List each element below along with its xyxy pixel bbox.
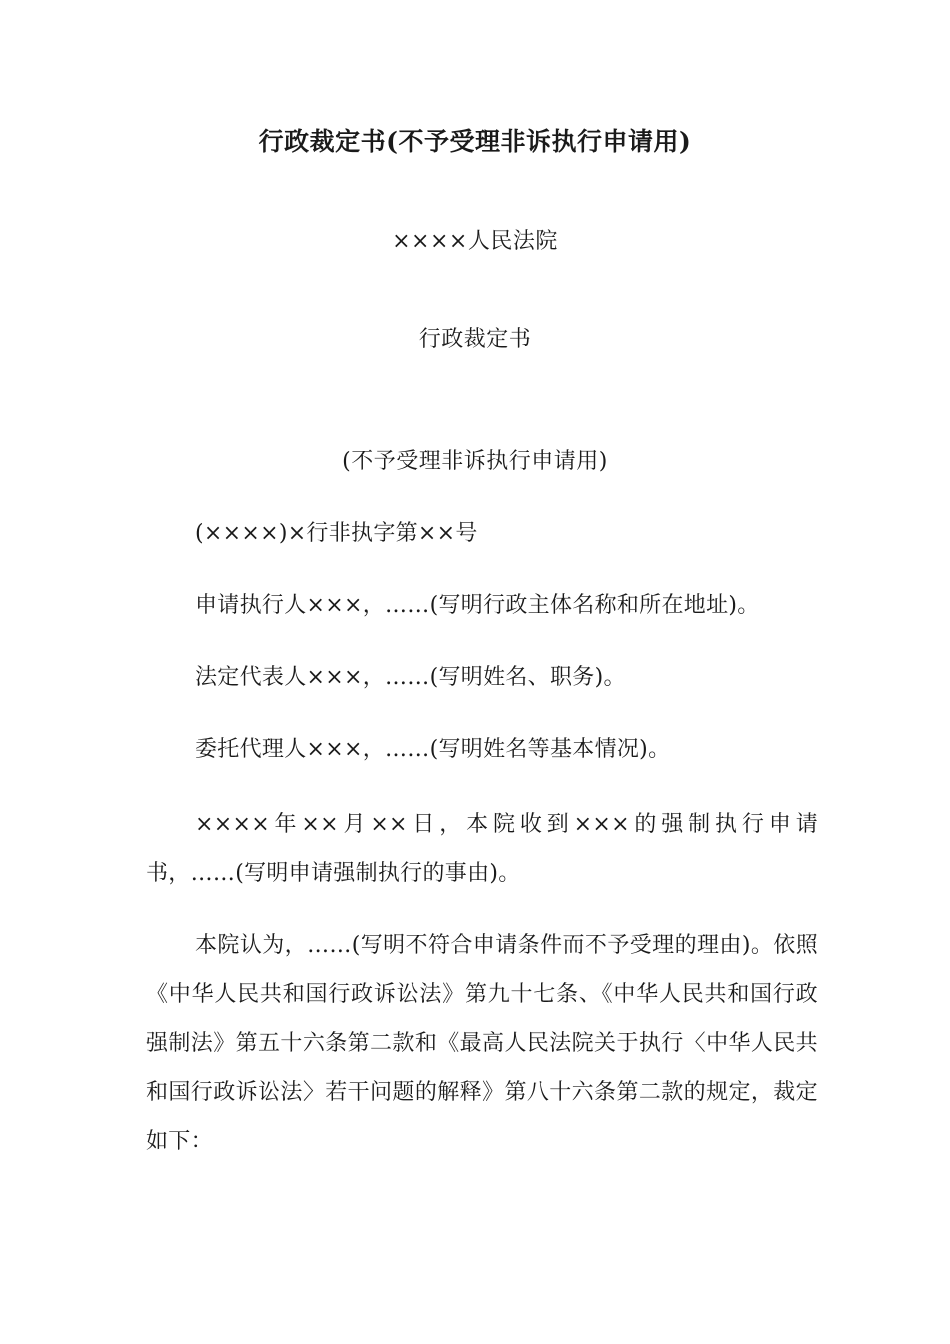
document-title: 行政裁定书(不予受理非诉执行申请用) xyxy=(258,127,692,156)
court-name: ××××人民法院 xyxy=(392,229,558,254)
case-number: (××××)×行非执字第××号 xyxy=(195,521,478,546)
applicant-paragraph: 申请执行人×××，……(写明行政主体名称和所在地址)。 xyxy=(195,593,760,618)
document-type: 行政裁定书 xyxy=(418,327,532,352)
document-subtitle: (不予受理非诉执行申请用) xyxy=(342,449,608,474)
agent-paragraph: 委托代理人×××，……(写明姓名等基本情况)。 xyxy=(195,737,671,762)
legal-representative-paragraph: 法定代表人×××，……(写明姓名、职务)。 xyxy=(195,665,626,690)
received-paragraph: ××××年××月××日，本院收到×××的强制执行申请书，……(写明申请强制执行的事由)。 xyxy=(146,812,818,886)
reasoning-paragraph: 本院认为，……(写明不符合申请条件而不予受理的理由)。依照《中华人民共和国行政诉讼法》第九十七条、《中华人民共和国行政强制法》第五十六条第二款和《最高人民法院关于执行〈中华人民共和国行政诉讼法〉若干问题的解释》第八十六条第二款的规定，裁定如下： xyxy=(146,933,818,1154)
